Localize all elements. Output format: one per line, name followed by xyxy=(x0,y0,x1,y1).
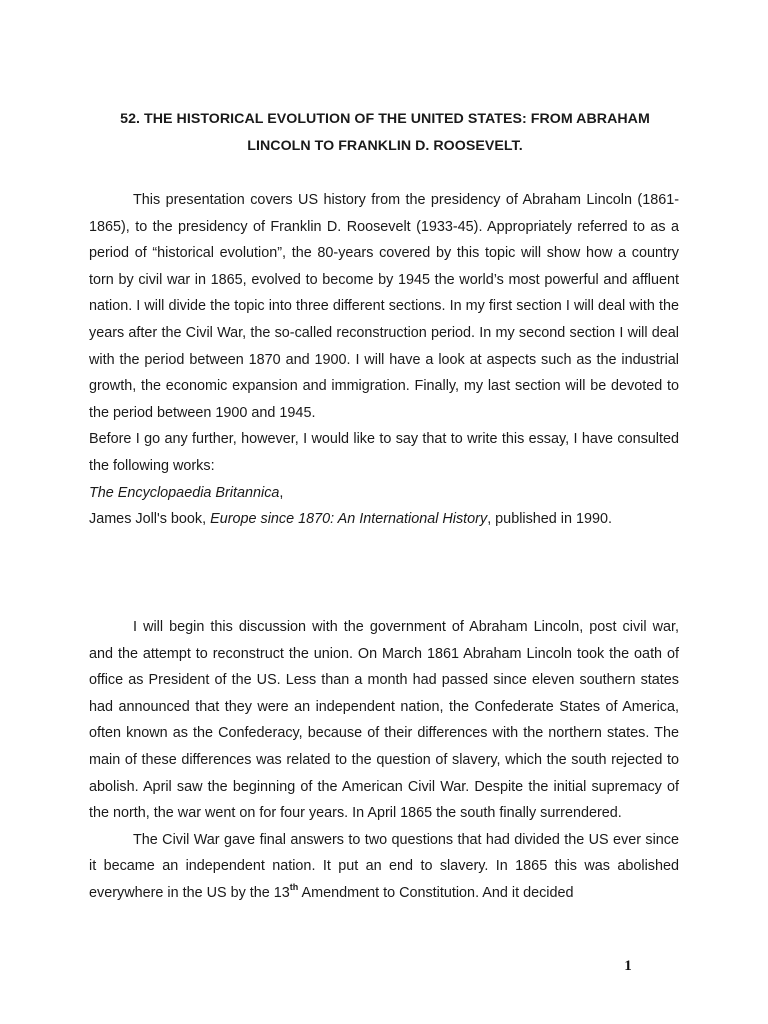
page-number: 1 xyxy=(624,958,632,974)
introduction-section xyxy=(89,187,679,533)
source-suffix-britannica: , xyxy=(279,484,284,501)
civil-war-paragraph xyxy=(89,827,679,907)
document-title xyxy=(90,106,680,159)
ordinal-superscript: th xyxy=(289,882,299,893)
source-title-britannica: The Encyclopaedia Britannica xyxy=(89,484,280,501)
source-title-joll: Europe since 1870: An International History xyxy=(210,511,488,528)
source-prefix-joll: James Joll's book, xyxy=(89,511,211,528)
title-line-2: LINCOLN TO FRANKLIN D. ROOSEVELT. xyxy=(247,137,523,154)
source-suffix-joll: , published in 1990. xyxy=(487,511,613,528)
civil-war-text-part2: Amendment to Constitution. And it decided xyxy=(298,884,574,901)
title-line-1: 52. THE HISTORICAL EVOLUTION OF THE UNITED STATES: FROM ABRAHAM xyxy=(120,111,650,127)
sources-intro-paragraph: Before I go any further, however, I would like to say that to write this essay, I have consulted the following works: xyxy=(89,431,679,474)
intro-paragraph: This presentation covers US history from the presidency of Abraham Lincoln (1861-1865), to the presidency of Franklin D. Roosevelt (1933-45). Appropriately referred to as a period of “historical evolution”, the 80-years covered by this topic will show how a country torn by civil war in 1865, evolved to become by 1945 the world’s most powerful and affluent nation. I will divide the topic into three different sections. In my first section I will deal with the years after the Civil War, the so-called reconstruction period. In my second section I will deal with the period between 1870 and 1900. I will have a look at aspects such as the industrial growth, the economic expansion and immigration. Finally, my last section will be devoted to the period between 1900 and 1945. xyxy=(89,192,679,421)
source-item-britannica xyxy=(89,480,679,507)
source-item-joll xyxy=(89,506,679,533)
lincoln-paragraph: I will begin this discussion with the government of Abraham Lincoln, post civil war, and the attempt to reconstruct the union. On March 1861 Abraham Lincoln took the oath of office as President of the US. Less than a month had passed since eleven southern states had announced that they were an independent nation, the Confederate States of America, often known as the Confederacy, because of their differences with the northern states. The main of these differences was related to the question of slavery, which the south rejected to abolish. April saw the beginning of the American Civil War. Despite the initial supremacy of the north, the war went on for four years. In April 1865 the south finally surrendered. xyxy=(89,619,679,822)
civil-war-text-part1: The Civil War gave final answers to two questions that had divided the US ever since it became an independent nation. It put an end to slavery. In 1865 this was abolished everywhere in the US by the 13 xyxy=(89,831,679,901)
lincoln-section xyxy=(89,614,679,907)
